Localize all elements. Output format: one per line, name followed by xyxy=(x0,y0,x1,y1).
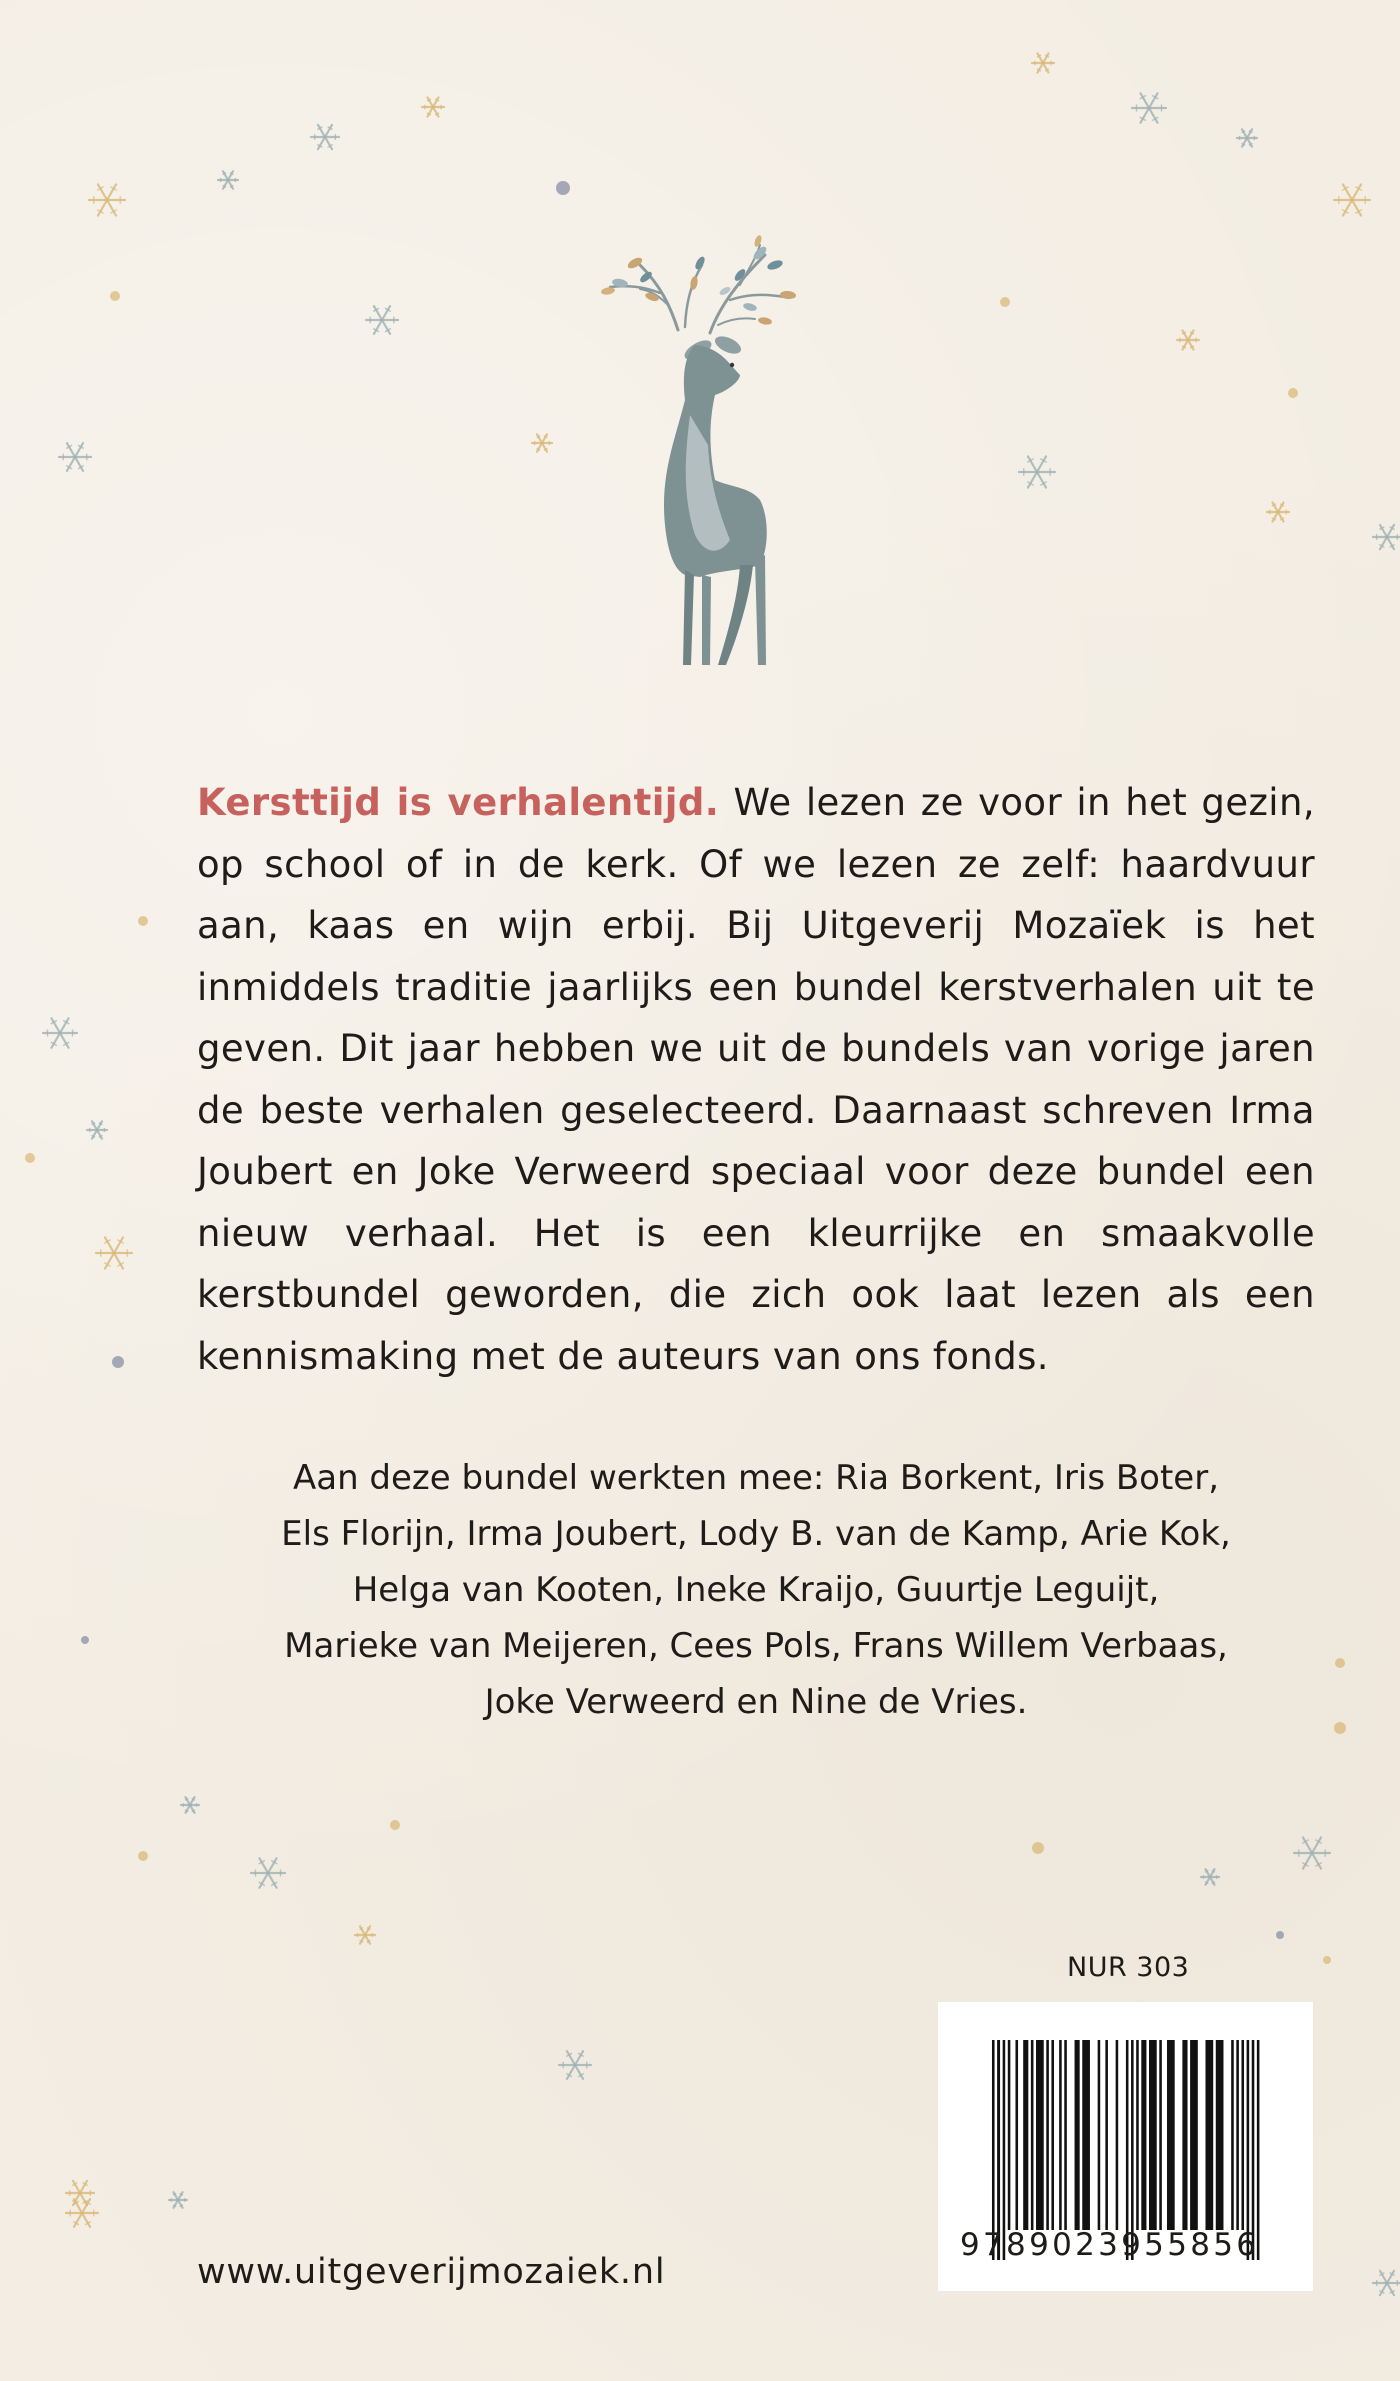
barcode-bar xyxy=(1116,2040,1119,2230)
barcode-bar xyxy=(1098,2040,1101,2230)
contributors-line: Joke Verweerd en Nine de Vries. xyxy=(484,1682,1028,1722)
barcode-bar xyxy=(1236,2040,1239,2230)
barcode-bar xyxy=(1167,2040,1175,2230)
barcode-bar xyxy=(1082,2040,1090,2230)
snowflake-icon xyxy=(59,443,91,471)
snowflake-icon xyxy=(96,1237,132,1268)
blurb-lead: Kersttijd is verhalentijd. xyxy=(197,781,720,824)
snowflake-icon xyxy=(66,2199,98,2227)
nur-code: NUR 303 xyxy=(1067,1952,1190,1983)
decor-dot xyxy=(1000,297,1010,307)
snowflake-icon xyxy=(1373,2271,1400,2295)
snowflake-icon xyxy=(87,1121,107,1138)
decor-dot xyxy=(1032,1842,1044,1854)
decor-dot xyxy=(81,1636,89,1644)
decor-dot xyxy=(1276,1931,1284,1939)
snowflake-icon xyxy=(355,1926,375,1943)
reindeer-illustration xyxy=(590,225,850,685)
contributors-line: Aan deze bundel werkten mee: Ria Borkent, Iris Boter, xyxy=(292,1458,1220,1498)
barcode-bar xyxy=(1159,2040,1162,2230)
antler-leaves xyxy=(600,234,796,325)
decor-dot xyxy=(556,181,570,195)
snowflake-icon xyxy=(532,434,552,451)
decor-dot xyxy=(1288,388,1298,398)
barcode-panel xyxy=(938,2002,1313,2291)
snowflake-icon xyxy=(181,1797,199,1813)
barcode-bar xyxy=(1190,2040,1198,2230)
snowflake-icon xyxy=(1373,525,1400,549)
publisher-website: www.uitgeverijmozaiek.nl xyxy=(197,2252,666,2292)
snowflake-icon xyxy=(1237,129,1257,146)
barcode-bar xyxy=(1031,2040,1034,2230)
snowflake-icon xyxy=(1019,456,1055,487)
barcode-bar xyxy=(1141,2040,1146,2230)
deer-body xyxy=(664,333,767,665)
decor-dot xyxy=(1323,1956,1331,1964)
snowflake-icon xyxy=(1267,502,1289,521)
barcode-bar xyxy=(1023,2040,1028,2230)
snowflake-icon xyxy=(43,1018,77,1047)
decor-dot xyxy=(1334,1722,1346,1734)
decor-dot xyxy=(110,291,120,301)
barcode-bar xyxy=(1008,2040,1011,2230)
snowflake-icon xyxy=(218,171,238,188)
barcode-bar xyxy=(1051,2040,1054,2230)
contributors-line: Els Florijn, Irma Joubert, Lody B. van de Kamp, Arie Kok, xyxy=(281,1514,1231,1554)
decor-dot xyxy=(138,1851,148,1861)
contributors-line: Marieke van Meijeren, Cees Pols, Frans Willem Verbaas, xyxy=(284,1626,1228,1666)
barcode-bar xyxy=(1036,2040,1044,2230)
barcode-bar xyxy=(1059,2040,1062,2230)
barcode-bar xyxy=(1149,2040,1157,2230)
snowflake-icon xyxy=(1334,184,1370,215)
decor-dot xyxy=(390,1820,400,1830)
snowflake-icon xyxy=(311,125,339,149)
barcode-bar xyxy=(1105,2040,1108,2230)
decor-dot xyxy=(25,1153,35,1163)
blurb-text: We lezen ze voor in het gezin, op school of in de kerk. Of we lezen ze zelf: haardvuur aan, kaas en wijn erbij. Bij Uitgeverij Mozaïek is het inmiddels traditie jaarlijks een bundel kerstverhalen uit te geven. Dit jaar hebben we uit de bundels van vorige jaren de beste verhalen geselecteerd. Daarnaast schreven Irma Joubert en Joke Verweerd speciaal voor deze bundel een nieuw verhaal. Het is een kleurrijke en smaakvolle kerstbundel geworden, die zich ook laat lezen als een kennismaking met de auteurs van ons fonds. xyxy=(197,781,1315,1378)
barcode-bar xyxy=(1241,2040,1244,2230)
barcode-bar xyxy=(1075,2040,1080,2230)
snowflake-icon xyxy=(422,97,444,116)
barcode-bar xyxy=(1182,2040,1187,2230)
contributors-list xyxy=(197,1450,1315,1730)
snowflake-icon xyxy=(366,306,398,334)
snowflake-icon xyxy=(169,2192,187,2208)
snowflake-icon xyxy=(559,2051,591,2079)
barcode-bar xyxy=(1231,2040,1234,2230)
snowflake-icon xyxy=(251,1858,285,1887)
barcode-bar xyxy=(1136,2040,1139,2230)
barcode-bar xyxy=(1216,2040,1224,2230)
contributors-line: Helga van Kooten, Ineke Kraijo, Guurtje Leguijt, xyxy=(352,1570,1160,1610)
barcode-bar xyxy=(1015,2040,1018,2230)
snowflake-icon xyxy=(1201,1869,1219,1885)
snowflake-icon xyxy=(1294,1837,1330,1868)
decor-dot xyxy=(138,916,148,926)
snowflake-icon xyxy=(1032,53,1054,72)
barcode-bar xyxy=(1064,2040,1067,2230)
isbn-number: 9789023955856 xyxy=(960,2227,1260,2263)
decor-dot xyxy=(1335,1658,1345,1668)
snowflake-icon xyxy=(89,184,125,215)
back-cover-blurb xyxy=(197,772,1315,1387)
snowflake-icon xyxy=(1177,330,1199,349)
barcode-bar xyxy=(1206,2040,1214,2230)
decor-dot xyxy=(112,1356,124,1368)
barcode-bar xyxy=(1046,2040,1049,2230)
snowflake-icon xyxy=(1132,93,1166,122)
